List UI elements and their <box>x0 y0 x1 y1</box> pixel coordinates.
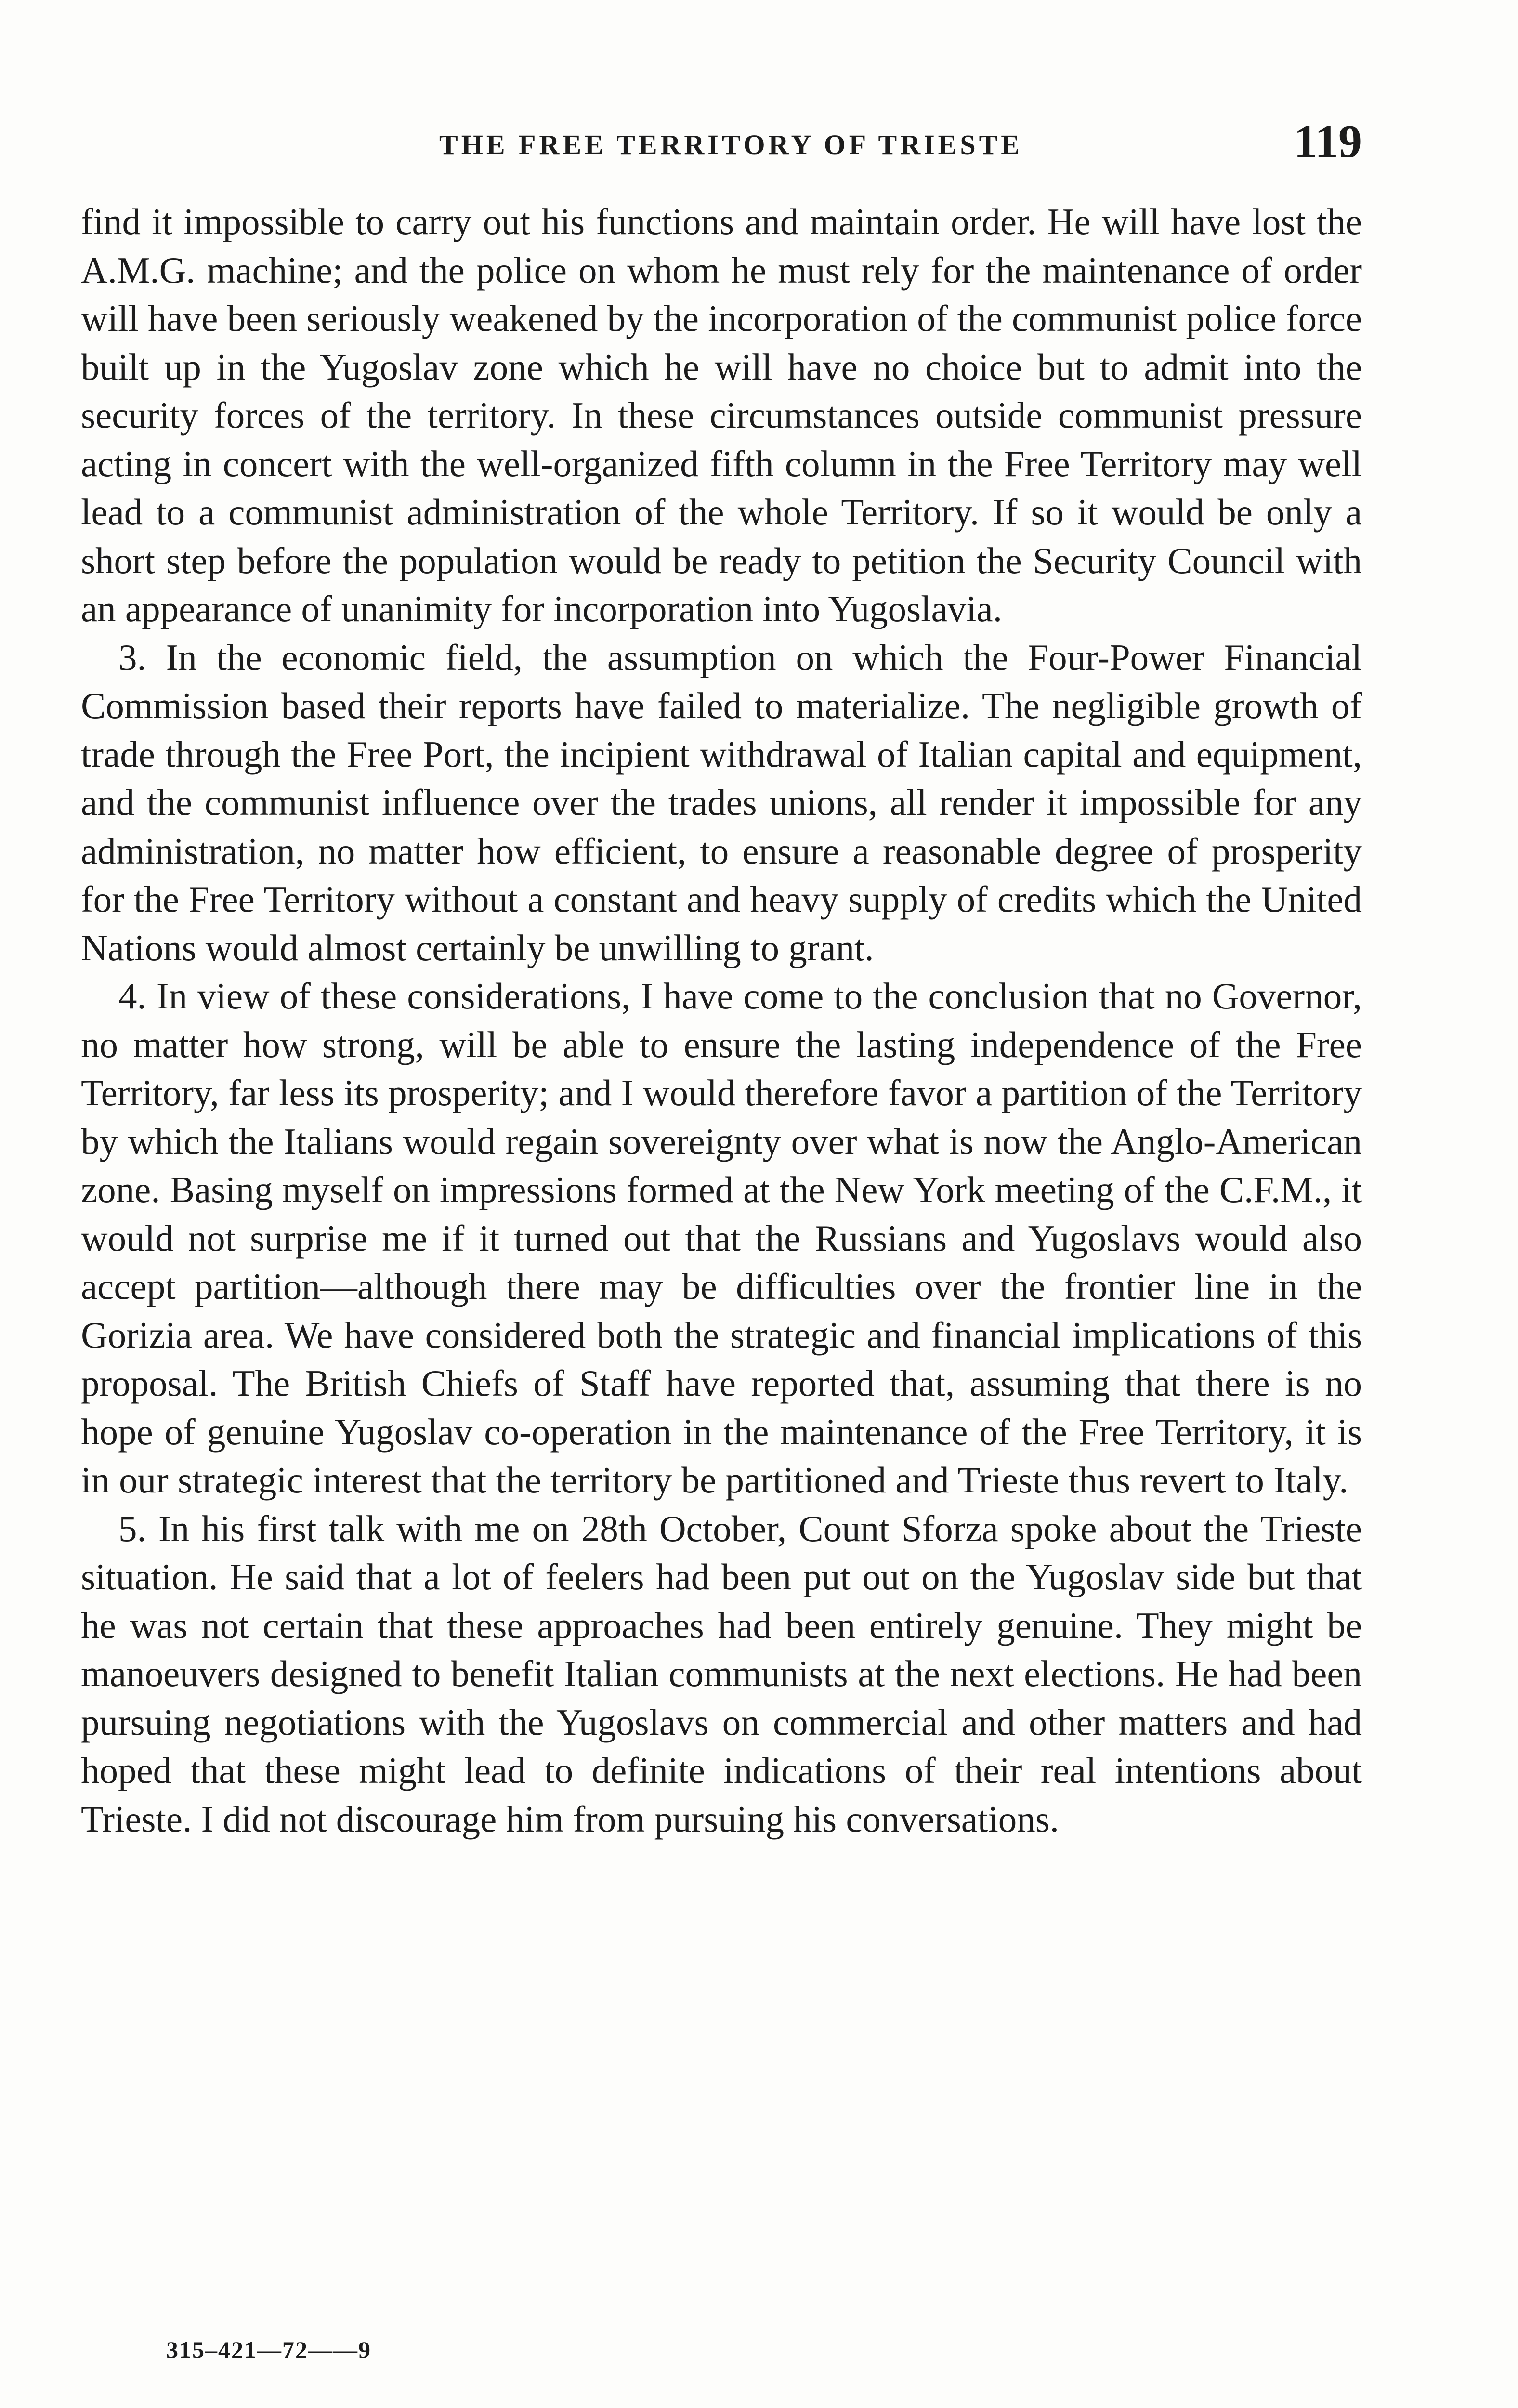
paragraph-3: 3. In the economic field, the assumption on which the Four-Power Financial Commission based their reports have failed to materialize. The negligible growth of trade through the Free Port, the incipient withdrawal of Italian capital and equipment, and the communist influence over the trades unions, all render it impossible for any administration, no matter how efficient, to ensure a reasonable degree of prosperity for the Free Territory without a constant and heavy supply of credits which the United Nations would almost certainly be unwilling to grant. <box>81 636 1362 968</box>
paragraph-continuation: find it impossible to carry out his functions and maintain order. He will have lost the A.M.G. machine; and the police on whom he must rely for the maintenance of order will have been seriously weakened by the incorporation of the communist police force built up in the Yugoslav zone which he will have no choice but to admit into the security forces of the territory. In these circumstances outside communist pressure acting in concert with the well-organized fifth column in the Free Territory may well lead to a communist administration of the whole Territory. If so it would be only a short step before the population would be ready to petition the Security Council with an appearance of unanimity for incorporation into Yugoslavia. <box>81 201 1362 629</box>
print-code: 315–421—72——9 <box>166 2336 371 2363</box>
page-header <box>81 118 1362 171</box>
page-number: 119 <box>1294 116 1362 168</box>
body-text <box>81 197 1362 1843</box>
running-title: THE FREE TERRITORY OF TRIESTE <box>439 129 1023 160</box>
paragraph-4: 4. In view of these considerations, I have come to the conclusion that no Governor, no matter how strong, will be able to ensure the lasting independence of the Free Territory, far less its prosperity; and I would therefore favor a partition of the Territory by which the Italians would regain sovereignty over what is now the Anglo-American zone. Basing myself on impressions formed at the New York meeting of the C.F.M., it would not surprise me if it turned out that the Russians and Yugoslavs would also accept partition—although there may be difficulties over the frontier line in the Gorizia area. We have considered both the strategic and financial implications of this proposal. The British Chiefs of Staff have reported that, assuming that there is no hope of genuine Yugoslav co-operation in the maintenance of the Free Territory, it is in our strategic interest that the territory be partitioned and Trieste thus revert to Italy. <box>81 975 1362 1501</box>
paragraph-5: 5. In his first talk with me on 28th October, Count Sforza spoke about the Trieste situation. He said that a lot of feelers had been put out on the Yugoslav side but that he was not certain that these approaches had been entirely genuine. They might be manoeuvers designed to benefit Italian communists at the next elections. He had been pursuing negotiations with the Yugoslavs on commercial and other matters and had hoped that these might lead to definite indications of their real intentions about Trieste. I did not discourage him from pursuing his conversations. <box>81 1507 1362 1840</box>
